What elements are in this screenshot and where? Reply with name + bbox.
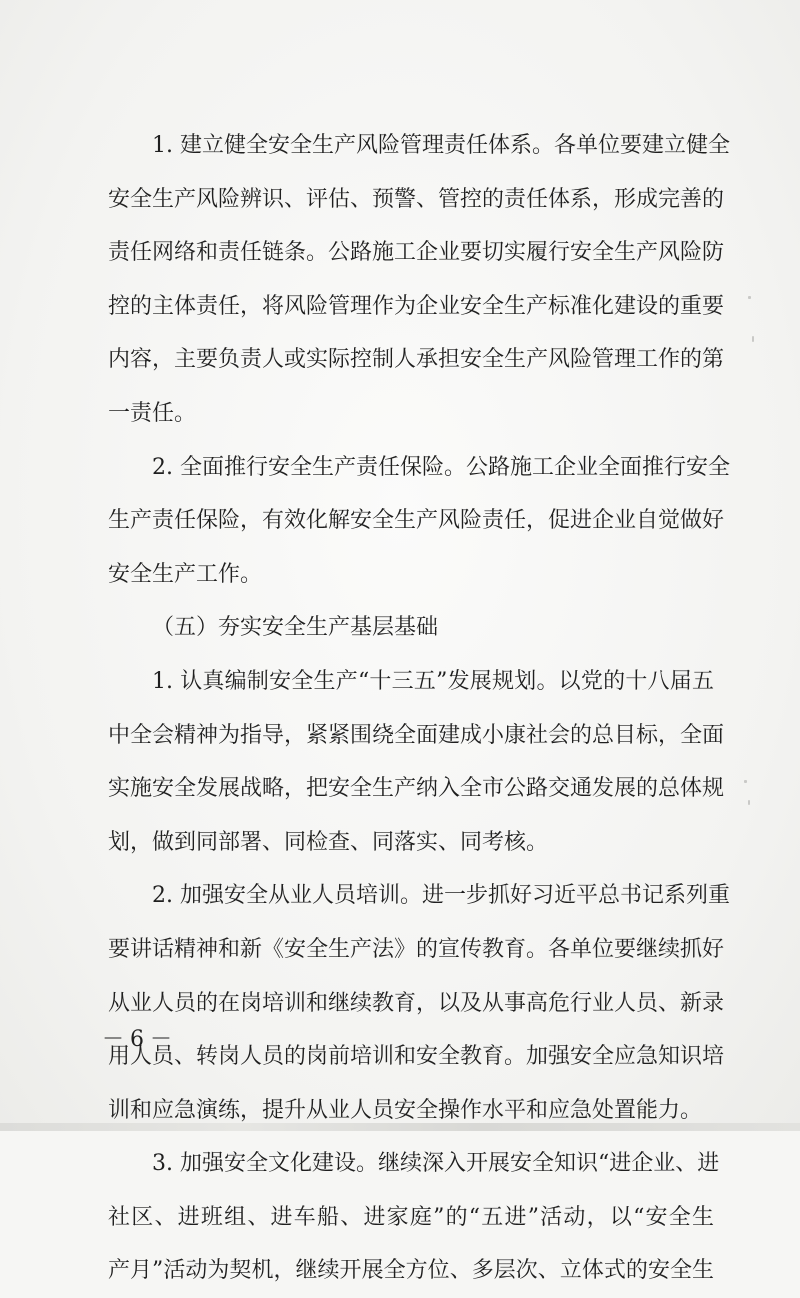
paragraph-line: 产月”活动为契机，继续开展全方位、多层次、立体式的安全生	[108, 1258, 714, 1284]
scan-speck	[752, 336, 754, 342]
scan-edge	[0, 1123, 800, 1131]
paragraph-line: 1. 建立健全安全生产风险管理责任体系。各单位要建立健全	[152, 133, 730, 158]
paragraph-line: 安全生产风险辨识、评估、预警、管控的责任体系，形成完善的	[108, 186, 725, 212]
paragraph-line: 内容，主要负责人或实际控制人承担安全生产风险管理工作的第	[108, 347, 725, 373]
paragraph-line: 中全会精神为指导，紧紧围绕全面建成小康社会的总目标，全面	[108, 722, 725, 748]
section-heading: （五）夯实安全生产基层基础	[152, 615, 439, 641]
page-number: －6－	[102, 1027, 178, 1052]
paragraph-line: 安全生产工作。	[108, 561, 263, 587]
paragraph-line: 社区、进班组、进车船、进家庭”的“五进”活动，以“安全生	[108, 1204, 714, 1230]
paragraph-line: 从业人员的在岗培训和继续教育，以及从事高危行业人员、新录	[108, 990, 725, 1016]
scan-speck	[748, 296, 751, 299]
paragraph-line: 实施安全发展战略，把安全生产纳入全市公路交通发展的总体规	[108, 776, 725, 802]
paragraph-line: 生产责任保险，有效化解安全生产风险责任，促进企业自觉做好	[108, 508, 725, 534]
paragraph-line: 3. 加强安全文化建设。继续深入开展安全知识“进企业、进	[152, 1151, 720, 1177]
paragraph-line: 责任网络和责任链条。公路施工企业要切实履行安全生产风险防	[108, 240, 725, 266]
paragraph-line: 2. 加强安全从业人员培训。进一步抓好习近平总书记系列重	[152, 883, 730, 909]
paragraph-line: 控的主体责任，将风险管理作为企业安全生产标准化建设的重要	[108, 293, 725, 319]
paragraph-line: 1. 认真编制安全生产“十三五”发展规划。以党的十八届五	[152, 668, 714, 694]
paragraph-line: 一责任。	[108, 400, 197, 426]
paragraph-line: 训和应急演练，提升从业人员安全操作水平和应急处置能力。	[108, 1097, 703, 1123]
paragraph-line: 用人员、转岗人员的岗前培训和安全教育。加强安全应急知识培	[108, 1044, 725, 1070]
scan-speck	[744, 780, 747, 783]
document-body	[108, 119, 730, 1298]
scan-speck	[748, 800, 750, 805]
paragraph-line: 要讲话精神和新《安全生产法》的宣传教育。各单位要继续抓好	[108, 936, 725, 962]
paragraph-line: 2. 全面推行安全生产责任保险。公路施工企业全面推行安全	[152, 454, 730, 480]
paragraph-line: 划，做到同部署、同检查、同落实、同考核。	[108, 829, 549, 855]
